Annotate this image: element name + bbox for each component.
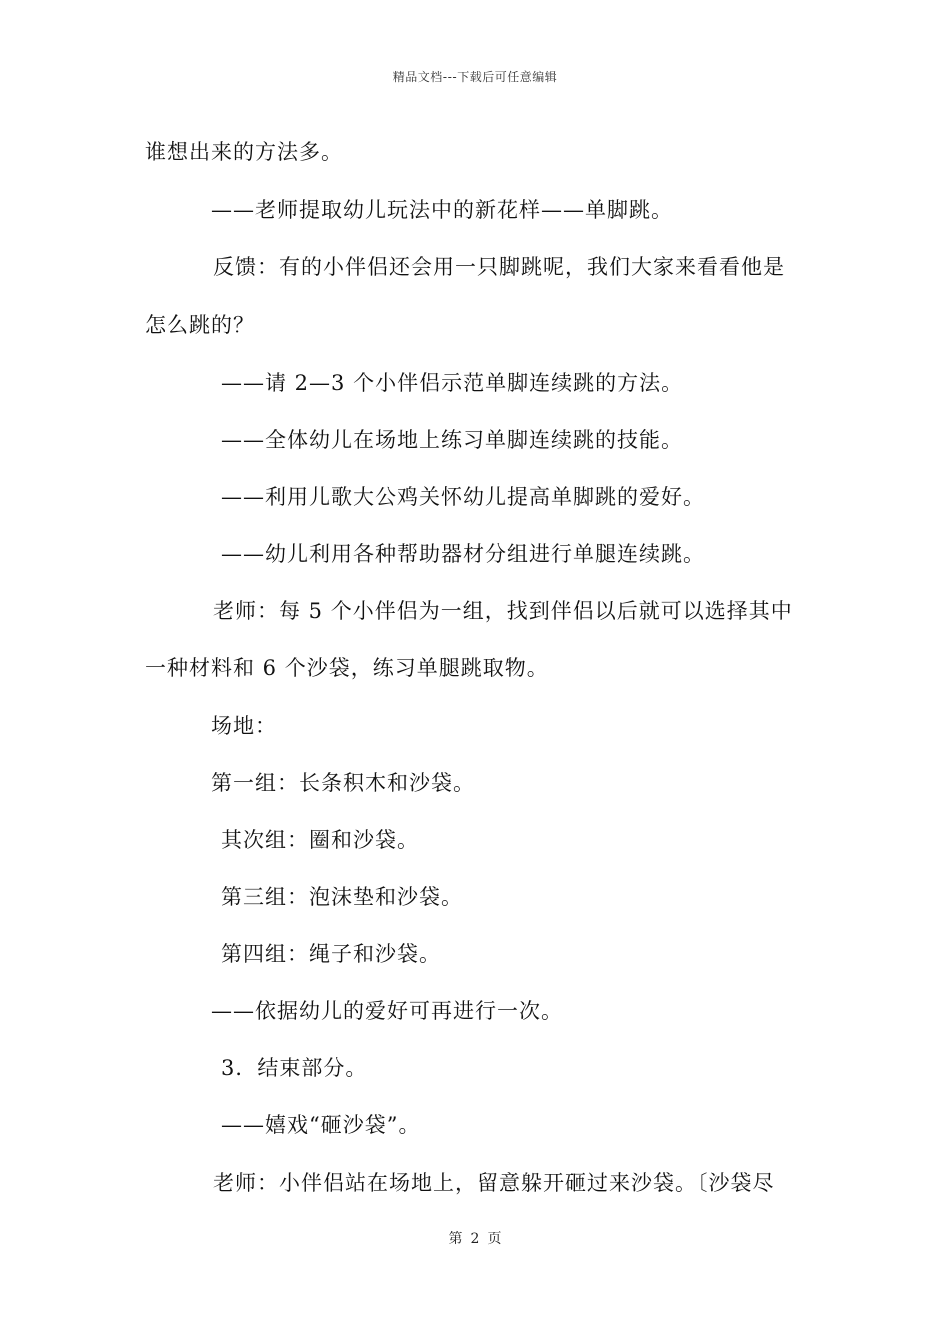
body-line: 一种材料和 6 个沙袋，练习单腿跳取物。: [145, 656, 549, 680]
body-line: 第三组：泡沫垫和沙袋。: [221, 885, 463, 909]
body-line: ——利用儿歌大公鸡关怀幼儿提高单脚跳的爱好。: [221, 485, 705, 509]
body-line: 怎么跳的？: [145, 313, 255, 337]
body-line: ——老师提取幼儿玩法中的新花样——单脚跳。: [211, 198, 673, 222]
body-line: 老师：小伴侣站在场地上，留意躲开砸过来沙袋。〔沙袋尽: [213, 1171, 775, 1195]
page-number: 2: [470, 1231, 480, 1247]
body-line: 第四组：绳子和沙袋。: [221, 942, 441, 966]
body-line: 老师：每 5 个小伴侣为一组，找到伴侣以后就可以选择其中: [213, 599, 793, 623]
body-line: 反馈：有的小伴侣还会用一只脚跳呢，我们大家来看看他是: [213, 255, 785, 279]
page-label-suffix: 页: [487, 1231, 502, 1247]
body-line: 场地：: [211, 714, 277, 738]
body-line: ——幼儿利用各种帮助器材分组进行单腿连续跳。: [221, 542, 705, 566]
body-line: 3．结束部分。: [221, 1056, 368, 1080]
body-line: 第一组：长条积木和沙袋。: [211, 771, 475, 795]
body-line: ——依据幼儿的爱好可再进行一次。: [211, 999, 563, 1023]
body-line: ——请 2—3 个小伴侣示范单脚连续跳的方法。: [221, 371, 684, 395]
body-line: ——嬉戏“砸沙袋”。: [221, 1113, 421, 1137]
page-footer: [0, 1228, 950, 1248]
body-line: 其次组：圈和沙袋。: [221, 828, 419, 852]
page-header: 精品文档---下载后可任意编辑: [392, 70, 558, 84]
page-label-prefix: 第: [448, 1231, 463, 1247]
body-line: ——全体幼儿在场地上练习单脚连续跳的技能。: [221, 428, 683, 452]
body-line: 谁想出来的方法多。: [145, 140, 343, 164]
